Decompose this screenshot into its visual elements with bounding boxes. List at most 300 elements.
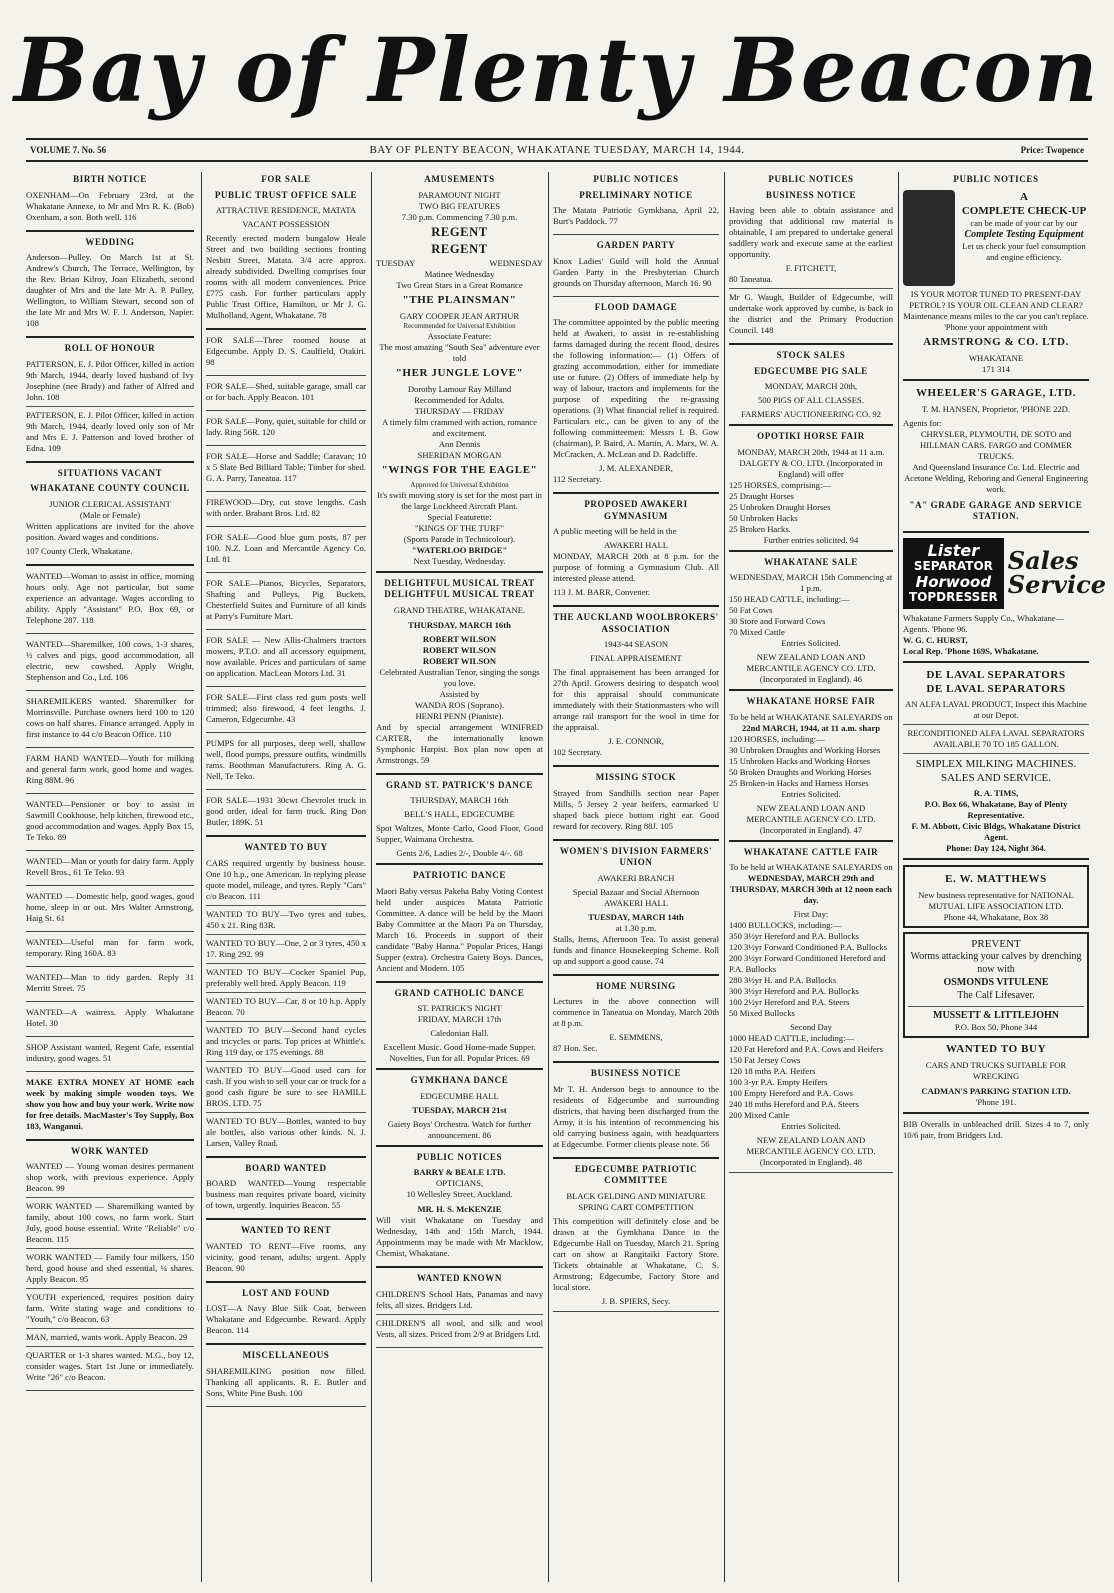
stock-line: 120 18 mths P.A. Heifers — [729, 1066, 816, 1077]
ad-signature: J. M. ALEXANDER, — [599, 463, 673, 474]
home-nursing — [553, 981, 719, 1064]
section-heading: LOST AND FOUND — [242, 1287, 330, 1298]
film-title: "THE PLAINSMAN" — [402, 293, 517, 306]
ad-text: Stalls, Items, Afternoon Tea. To assist general funds and finance Housekeeping Scheme. Roll up and support a good cause. 74 — [553, 933, 719, 966]
ad-heading: GYMKHANA DANCE — [410, 1075, 509, 1086]
notice-text: Anderson—Pulley. On March 1st at St. Andrew's Church, The Terrace, Wellington, by the Rev. Brian Kilroy, Joan Elizabeth, second daughter of Mrs and the late Mr A. P. Pulley, Wellington, to William Stewart, second son of the late Mr and Mrs W. F. J. Anderson, Napier. 108 — [26, 252, 194, 329]
ad-text: WANTED TO RENT—Five rooms, any vicinity, good tenant, adults; urgent. Apply Beacon. 90 — [206, 1240, 366, 1273]
classified-ad — [26, 1077, 194, 1141]
ad-text: FOR SALE—Good blue gum posts, 87 per 100. N.Z. Loan and Mercantile Agency Co. Ltd. 81 — [206, 532, 366, 565]
woolbrokers-notice — [553, 612, 719, 767]
ad-heading: PREVENT — [971, 938, 1021, 951]
ad-text: WANTED TO BUY—Bottles, wanted to buy ale bottles, also various other kinds. N. J. Larsen, Valley Road. — [206, 1115, 366, 1148]
ad-line: ROBERT WILSON — [422, 644, 497, 655]
wedding-notice — [26, 237, 194, 339]
saddlery-notice — [729, 190, 893, 346]
ad-line: A timely film crammed with action, romance and excitement. — [382, 416, 537, 438]
ad-line: Excellent Music. Good Home-made Supper. Novelties, Fun for all. Popular Prices. 69 — [383, 1042, 536, 1064]
stock-line: 30 Unbroken Draughts and Working Horses — [729, 744, 881, 755]
ad-text: Having been able to obtain assistance and providing that additional raw material is obtainable, I am prepared to undertake general saddlery work and execute same at the earliest opportunity. — [729, 205, 893, 260]
notice-text: OXENHAM—On February 23rd, at the Whakatane Annexe, to Mr and Mrs R. K. (Bob) Oxenham, a son. Both well. 116 — [26, 189, 194, 222]
ad-text: Will visit Whakatane on Tuesday and Wednesday, 14th and 15th March, 1944. Appointments may be made with Mr Macklow, Chemist, Whakatane. — [376, 1215, 543, 1259]
classified-ad — [206, 497, 366, 527]
lost-and-found — [206, 1288, 366, 1346]
flood-damage — [553, 302, 719, 495]
opticians-notice — [376, 1152, 543, 1269]
section-heading: BIRTH NOTICE — [73, 174, 147, 184]
ad-signature: F. FITCHETT, — [785, 263, 837, 274]
section-heading: WANTED KNOWN — [417, 1273, 502, 1284]
ad-line: FRIDAY, MARCH 17th — [417, 1014, 502, 1025]
ad-text: FOR SALE—Three roomed house at Edgecumbe. Apply D. S. Caulfield, Otakiri. 98 — [206, 335, 366, 368]
stpatricks-dance-ad — [376, 780, 543, 866]
stock-line: 120 3½yr Forward Conditioned P.A. Bullocks — [729, 942, 888, 953]
ad-heading: EDGECUMBE PIG SALE — [754, 365, 868, 376]
ad-text: IS YOUR MOTOR TUNED TO PRESENT-DAY PETROL? IS YOUR OIL CLEAN AND CLEAR? Maintenance means miles to the car you can't replace. 'Phone your appointment with — [903, 288, 1089, 332]
ad-heading: WHAKATANE SALE — [764, 556, 858, 567]
ad-heading: BUSINESS NOTICE — [590, 1068, 682, 1079]
whakatane-cattle-fair — [729, 847, 893, 1174]
ad-line: Dorothy Lamour Ray Milland — [407, 383, 512, 394]
ad-text: BOARD WANTED—Young respectable business man requires private board, vicinity of town, urgently. Inquiries Beacon. 55 — [206, 1178, 366, 1211]
ad-line: TOPDRESSER — [909, 590, 998, 605]
film-title: "HER JUNGLE LOVE" — [395, 366, 524, 379]
ad-text: Whakatane Farmers Supply Co., Whakatane—Agents. 'Phone 96. — [903, 612, 1065, 634]
ad-heading: E. W. MATTHEWS — [945, 873, 1047, 886]
masthead-title: Bay of Plenty Beacon — [14, 18, 1100, 122]
garden-party — [553, 240, 719, 297]
ad-line: SHERIDAN MORGAN — [417, 449, 502, 460]
dateline: BAY OF PLENTY BEACON, WHAKATANE TUESDAY, MARCH 14, 1944. — [369, 144, 745, 156]
ad-text: Lectures in the above connection will commence in Taneatua on Monday, March 20th at 8 p.m. — [553, 996, 719, 1029]
classified-ad — [26, 753, 194, 794]
wanted-known — [376, 1273, 543, 1348]
ad-subheading: JUNIOR CLERICAL ASSISTANT — [49, 498, 171, 509]
ad-line: FINAL APPRAISEMENT — [590, 653, 682, 664]
ad-text: QUARTER or 1-3 shares wanted. M.G., boy 12, consider wages. Start 1st June or immediately. Write "26" c/o Beacon. — [26, 1350, 194, 1383]
classified-ad — [206, 738, 366, 790]
ad-heading: WHAKATANE CATTLE FAIR — [743, 846, 879, 857]
ad-heading: WHEELER'S GARAGE, LTD. — [915, 386, 1077, 399]
ad-heading: PRELIMINARY NOTICE — [579, 189, 693, 200]
ad-line: TUESDAY, MARCH 21st — [412, 1104, 507, 1115]
ad-line: Approved for Universal Exhibition — [410, 480, 509, 489]
stock-line: 200 3½yr Forward Conditioned Hereford and P.A. Bullocks — [729, 953, 886, 975]
ad-line: NEW ZEALAND LOAN AND MERCANTILE AGENCY CO. LTD. (Incorporated in England). 47 — [746, 802, 876, 835]
ad-text: FOR SALE—First class red gum posts well trimmed; also firewood, 4 feet lengths. J. Cameron, Edgecumbe. 43 — [206, 692, 366, 725]
classified-ad — [26, 856, 194, 886]
ad-text: CARS required urgently by business house. One 10 h.p., one American. In replying please quote model, mileage, and tyres. Reply "Cars" c/o Beacon. 111 — [206, 857, 366, 901]
ad-line: TUESDAY — [376, 257, 416, 268]
ad-heading: GRAND ST. PATRICK'S DANCE — [385, 779, 533, 790]
ad-text: A public meeting will be held in the — [553, 526, 677, 537]
price: Price: Twopence — [1020, 145, 1084, 155]
ad-text: WORK WANTED — Family four milkers, 150 herd, good house and shed essential, ¼ shares. Apply Beacon. 95 — [26, 1252, 194, 1285]
ad-heading: DELIGHTFUL MUSICAL TREAT — [384, 577, 535, 588]
public-trust-sale — [206, 174, 366, 330]
classified-ad — [206, 451, 366, 492]
ad-signature: 87 Hon. Sec. — [553, 1043, 598, 1054]
preliminary-notice — [553, 190, 719, 236]
ad-heading: DE LAVAL SEPARATORS — [926, 683, 1066, 696]
classified-ad — [206, 335, 366, 376]
work-wanted — [26, 1146, 194, 1392]
stock-line: 50 Broken Draughts and Working Horses — [729, 766, 872, 777]
column-rule — [371, 172, 372, 1582]
ad-line: PARAMOUNT NIGHT — [418, 189, 501, 200]
ad-line: GRAND THEATRE, WHAKATANE. — [393, 604, 526, 615]
ad-line: WEDNESDAY, MARCH 29th and THURSDAY, MARCH 30th at 12 noon each day. — [730, 873, 892, 906]
gymnasium-notice — [553, 499, 719, 607]
ad-line: at 1.30 p.m. — [615, 922, 657, 933]
mechanic-illustration — [903, 190, 955, 286]
ad-text: WANTED—Man or youth for dairy farm. Apply Revell Bros., 61 Te Teko. 93 — [26, 855, 194, 877]
ad-text: Recently erected modern bungalow Heale Street and two building sections fronting Nesbitt Street, Matata. 3/4 acre approx. already subdivided. Dwelling comprises four rooms with all modern conveniences. Price £775 cash. For further particulars apply Public Trust Office, Hamilton, or Mr J. G. Mulholland, Agent, Whakatane. 78 — [206, 233, 366, 321]
ad-text: Mr G. Waugh, Builder of Edgecumbe, will undertake work approved by cumbe, is back in the district and the Primary Production Council. 148 — [729, 292, 893, 336]
ad-line: Further entries solicited. 94 — [763, 534, 859, 545]
ad-line: Special Featurette: — [427, 511, 492, 522]
ad-line: HENRI PENN (Pianiste). — [415, 710, 504, 721]
stock-line: 100 3-yr P.A. Empty Heifers — [729, 1077, 828, 1088]
classified-ad — [206, 381, 366, 411]
section-heading: PUBLIC NOTICES — [593, 174, 679, 184]
ad-line: MONDAY, MARCH 20th, 1944 at 11 a.m. — [737, 446, 885, 457]
ad-heading: GARDEN PARTY — [596, 240, 676, 251]
section-heading: PUBLIC NOTICES — [768, 174, 854, 184]
ad-line: CARS AND TRUCKS SUITABLE FOR WRECKING — [925, 1060, 1067, 1082]
ad-line: Two Great Stars in a Great Romance — [396, 279, 523, 290]
section-heading: PUBLIC NOTICES — [416, 1151, 503, 1162]
ad-line: The most amazing "South Sea" adventure ever told — [379, 341, 540, 363]
section-heading: WANTED TO BUY — [244, 842, 328, 853]
ad-text: WANTED TO BUY—Cocker Spaniel Pup, preferably well bred. Apply Beacon. 119 — [206, 966, 366, 988]
ad-line: AN ALFA LAVAL PRODUCT, Inspect this Machine at our Depot. — [905, 699, 1087, 721]
ad-signature: 107 County Clerk, Whakatane. — [26, 545, 133, 556]
ad-text: WANTED—Woman to assist in office, morning hours only. Age not particular, but some experience an advantage. Wages according to ability. Apply "Assistant" P.O. Box 69, or Telephone 287. 118 — [26, 570, 194, 625]
ad-line: Recommended for Adults. — [414, 394, 505, 405]
ad-text: Knox Ladies' Guild will hold the Annual Garden Party in the Presbyterian Church grounds on Thursday afternoon, March 16. 90 — [553, 255, 719, 288]
ad-text: The final appraisement has been arranged for 27th April. Growers desiring to despatch wool for this appraisal should communicate immediately with their Stationmasters who will arrange rail transport for the wool in time for the appraisal. — [553, 667, 719, 733]
ad-line: RECONDITIONED ALFA LAVAL SEPARATORS AVAILABLE 70 TO 185 GALLON. — [907, 728, 1085, 750]
ad-line: SEPARATOR — [913, 559, 993, 574]
ad-text: Strayed from Sandhills section near Paper Mills, 5 Jersey 2 year heifers, earmarked U shaped back piece bottom right ear. Good reward for recovery. Ring 88J. 105 — [553, 787, 719, 831]
ad-line: 1943-44 SEASON — [603, 639, 669, 650]
notice-text: PATTERSON, E. J. Pilot Officer, killed in action 9th March, 1944, dearly loved only son of Mr and Mrs E. J. Patterson and loved brother of Edna. 109 — [26, 409, 194, 453]
ad-text: LOST—A Navy Blue Silk Coat, between Whakatane and Edgecumbe. Reward. Apply Beacon. 114 — [206, 1303, 366, 1336]
stock-line: 25 Draught Horses — [729, 490, 794, 501]
section-heading: ROLL OF HONOUR — [64, 343, 156, 354]
ad-subheading: ATTRACTIVE RESIDENCE, MATATA — [215, 205, 357, 216]
board-wanted — [206, 1163, 366, 1221]
lister-ad — [903, 538, 1106, 663]
miscellaneous — [206, 1350, 366, 1407]
ad-signature: J. E. CONNOR, — [608, 736, 664, 747]
ad-line: BLACK GELDING AND MINIATURE SPRING CART COMPETITION — [566, 1190, 706, 1212]
ad-heading: PROPOSED AWAKERI GYMNASIUM — [584, 499, 688, 521]
ad-text: WANTED—Useful man for farm work, temporary. Ring 160A. 83 — [26, 936, 194, 958]
lister-logo — [903, 538, 1004, 609]
ad-heading: WOMEN'S DIVISION FARMERS' UNION — [559, 845, 713, 868]
ad-line: WEDNESDAY, MARCH 15th Commencing at 1 p.m. — [729, 572, 893, 594]
ad-line: 7.30 p.m. Commencing 7.30 p.m. — [401, 211, 518, 222]
ad-line: "A" GRADE GARAGE AND SERVICE STATION. — [909, 499, 1083, 522]
ad-text: WANTED — Young woman desires permanent shop work, with previous experience. Apply Beacon. 99 — [26, 1161, 194, 1194]
wanted-to-rent — [206, 1225, 366, 1283]
classified-ad — [206, 795, 366, 837]
classified-ad — [26, 891, 194, 932]
ad-line: BARRY & BEALE LTD. — [413, 1167, 506, 1178]
ad-text: WANTED — Domestic help, good wages, good home, sleep in or out. Mrs Walter Armstrong, Haig St. 61 — [26, 890, 194, 923]
column-rule — [898, 172, 899, 1582]
ad-line: Entries Solicited. — [781, 788, 841, 799]
ad-line: Ann Dennis — [438, 438, 481, 449]
ad-line: Let us check your fuel consumption and engine efficiency. — [962, 241, 1086, 263]
section-heading: MISCELLANEOUS — [242, 1350, 330, 1361]
ad-line: ROBERT WILSON — [422, 655, 497, 666]
ad-line: EDGECUMBE HALL — [420, 1090, 499, 1101]
ad-line: ST. PATRICK'S NIGHT — [417, 1003, 502, 1014]
classified-ad — [26, 1007, 194, 1037]
ad-line: SIMPLEX MILKING MACHINES. SALES AND SERVICE. — [915, 758, 1077, 785]
ad-text: This competition will definitely close and be drawn at the Gymkhana Dance in the Edgecumbe Hall on Tuesday, March 21. Spring cart on show at Rangitaiki Factory Store. Tickets obtainable at Whakatane, C. S. Armstrong; Edgecumbe, Factory Store and local store. — [553, 1215, 719, 1292]
ad-text: WANTED—Man to tidy garden. Reply 31 Merritt Street. 75 — [26, 971, 194, 993]
ad-text: WANTED—Pensioner or boy to assist in Sawmill Cookhouse, help kitchen, firewood etc., good accommodation and wages. Apply Box 15, Te Teko. 89 — [26, 798, 194, 842]
ad-heading: ARMSTRONG & CO. LTD. — [923, 335, 1069, 348]
patriotic-dance-ad — [376, 870, 543, 983]
ad-line: MR. H. S. McKENZIE — [417, 1204, 502, 1215]
ad-heading: GRAND CATHOLIC DANCE — [394, 987, 525, 998]
ad-line: T. M. HANSEN, Proprietor, 'PHONE 22D. — [921, 403, 1071, 414]
ad-text: The committee appointed by the public meeting held at Awakeri, to assist in re-establishing farms damaged during the recent flood, desires the following information:— (1) Offers of grazing accommodation, either for immediate use or future. (2) Offers of immediate help by way of labour, tractors and implements for the purpose of expediting the re-grassing operations. (3) What financial relief is required. Particulars etc., can be given to any of the following committeemen: Messrs I. B. Gow (chairman), P. Baird, A. Martin, A. Marx, W. A. McCracken, A. McLean and D. Radcliffe. — [553, 317, 719, 460]
ad-line: To be held at WHAKATANE SALEYARDS on — [729, 862, 893, 873]
stock-line: 280 3½yr H. and P.A. Bullocks — [729, 975, 837, 986]
ad-heading: MISSING STOCK — [595, 772, 677, 783]
ad-line: Local Rep. 'Phone 169S, Whakatane. — [903, 645, 1039, 656]
ad-line: F. M. Abbott, Civic Bldgs, Whakatane District Agent. — [911, 821, 1081, 843]
ad-line: "KINGS OF THE TURF" — [414, 522, 505, 533]
ad-text: WANTED TO BUY—One, 2 or 3 tyres, 450 x 17. Ring 292. 99 — [206, 937, 366, 959]
column-rule — [724, 172, 725, 1582]
ad-line: can be made of your car by our — [970, 217, 1078, 228]
ad-line: The Calf Lifesaver. — [957, 989, 1035, 1001]
ad-line: A — [1020, 190, 1028, 203]
section-heading: FOR SALE — [261, 174, 311, 184]
ad-heading: EDGECUMBE PATRIOTIC COMMITTEE — [574, 1163, 698, 1186]
ad-line: Assisted by — [439, 688, 480, 699]
ad-heading: DELIGHTFUL MUSICAL TREAT — [384, 589, 535, 600]
edgecumbe-patriotic — [553, 1164, 719, 1312]
ad-text: CHILDREN'S all wool, and silk and wool Vests, all sizes. Priced from 2/9 at Bridgers Ltd. — [376, 1317, 543, 1339]
ad-heading: PATRIOTIC DANCE — [413, 870, 506, 881]
ad-line: 22nd MARCH, 1944, at 11 a.m. sharp — [742, 722, 880, 733]
ad-text: WANTED TO BUY—Car, 8 or 10 h.p. Apply Beacon. 70 — [206, 995, 366, 1017]
ad-line: Caledonian Hall. — [430, 1028, 489, 1039]
classified-ad — [26, 937, 194, 967]
stock-line: 1400 BULLOCKS, including:— — [729, 920, 842, 931]
ad-line: Agents for: — [903, 417, 942, 428]
stock-line: 200 Mixed Cattle — [729, 1110, 790, 1121]
ad-line: And by special arrangement WINIFRED CARTER, the internationally known Symphonic Harpist. Box plan now open at Armstrongs. 59 — [376, 721, 543, 765]
ad-text: WANTED—Sharemilker, 100 cows, 1-3 shares, ½ calves and pigs, good accommodation, all electric, new cowshed. Apply Wright, Stephenson and Co., Ltd. 106 — [26, 638, 194, 682]
issue-header — [26, 138, 1088, 162]
ad-heading: WHAKATANE HORSE FAIR — [746, 696, 876, 707]
ad-heading: HOME NURSING — [596, 980, 676, 991]
ad-text: WANTED—A waitress. Apply Whakatane Hotel. 30 — [26, 1006, 194, 1028]
stock-line: 25 Broken Hacks. — [729, 523, 791, 534]
ad-line: Lister — [927, 540, 980, 560]
whakatane-sale — [729, 557, 893, 692]
ad-line: THURSDAY — FRIDAY — [414, 405, 505, 416]
ad-text: MAN, married, wants work. Apply Beacon. 29 — [26, 1332, 188, 1343]
classified-ad — [206, 635, 366, 687]
stock-line: 50 Unbroken Hacks — [729, 512, 798, 523]
classified-ad — [26, 696, 194, 748]
ad-line: MONDAY, MARCH 20th, — [764, 381, 858, 392]
gymkhana-dance-ad — [376, 1075, 543, 1147]
ad-line: W. G. C. HURST, — [903, 634, 968, 645]
stock-line: 240 18 mths Hereford and P.A. Steers — [729, 1099, 859, 1110]
cadmans-ad — [903, 1042, 1089, 1114]
ad-text: FARM HAND WANTED—Youth for milking and general farm work, good home and wages. Ring 88M. 96 — [26, 752, 194, 785]
ad-text: CHILDREN'S School Hats, Panamas and navy felts, all sizes. Bridgers Ltd. — [376, 1288, 543, 1310]
section-heading: STOCK SALES — [776, 350, 846, 361]
ad-line: OSMONDS VITULENE — [943, 977, 1049, 988]
ad-text: WANTED TO BUY—Good used cars for cash. If you wish to sell your car or truck for a good cash figure be sure to see HAMILL BROS. LTD. 75 — [206, 1064, 366, 1108]
classified-ad — [206, 692, 366, 733]
ad-line: 500 PIGS OF ALL CLASSES. — [758, 395, 864, 406]
wanted-to-buy — [206, 842, 366, 1158]
volume-number: VOLUME 7. No. 56 — [30, 145, 107, 155]
classified-ad — [26, 1042, 194, 1072]
ad-line: OPTICIANS, — [435, 1178, 484, 1189]
catholic-dance-ad — [376, 988, 543, 1071]
ad-line: MUSSETT & LITTLEJOHN — [933, 1009, 1059, 1021]
stock-line: 150 HEAD CATTLE, including:— — [729, 594, 850, 605]
column-2 — [206, 172, 366, 1582]
ad-line: Second Day — [790, 1022, 832, 1033]
ad-heading: COMPLETE CHECK-UP — [961, 204, 1087, 217]
ad-line: Associate Feature: — [427, 330, 492, 341]
ad-line: P.O. Box 50, Phone 344 — [954, 1022, 1038, 1033]
ad-line: GARY COOPER JEAN ARTHUR — [399, 310, 520, 321]
section-heading: AMUSEMENTS — [424, 174, 495, 184]
ad-text: YOUTH experienced, requires position dairy farm. Write stating wage and conditions to "Youth," c/o Beacon. 63 — [26, 1292, 194, 1325]
stock-line: 100 Empty Hereford and P.A. Cows — [729, 1088, 853, 1099]
ad-text: The Matata Patriotic Gymkhana, April 22, Burt's Paddock. 77 — [553, 205, 719, 227]
ad-heading: PUBLIC TRUST OFFICE SALE — [214, 189, 358, 200]
ad-line: WANDA ROS (Soprano). — [414, 699, 505, 710]
ad-line: Entries Solicited. — [781, 638, 841, 649]
ad-line: Worms attacking your calves by drenching now with — [910, 951, 1082, 976]
stock-line: 50 Fat Cows — [729, 605, 773, 616]
ad-line: Phone 44, Whakatane, Box 38 — [943, 912, 1049, 923]
stock-line: 300 3½yr Hereford and P.A. Bullocks — [729, 986, 859, 997]
ad-text: FOR SALE—1931 30cwt Chevrolet truck in good order, ideal for farm truck. Ring Don Butler, 189K. 51 — [206, 795, 366, 828]
ad-line: Celebrated Australian Tenor, singing the songs you love. — [379, 666, 540, 688]
ad-line: BELL'S HALL, EDGECUMBE — [404, 809, 515, 820]
ad-line: Gaiety Boys' Orchestra. Watch for further announcement. 86 — [387, 1118, 532, 1140]
ad-text: SHAREMILKING position now filled. Thanking all applicants. R. E. Butler and Sons, White Pine Bush. 100 — [206, 1365, 366, 1398]
ad-line: Entries Solicited. — [781, 1121, 841, 1132]
ad-heading: WANTED TO BUY — [945, 1043, 1047, 1056]
ad-line: New business representative for NATIONAL MUTUAL LIFE ASSOCIATION LTD. — [918, 890, 1074, 912]
ad-text: Written applications are invited for the above position. Award wages and conditions. — [26, 520, 194, 542]
ad-text: WANTED TO BUY—Two tyres and tubes, 450 x 21. Ring 83R. — [206, 908, 366, 930]
column-rule — [548, 172, 549, 1582]
ad-line: Service — [1007, 570, 1106, 600]
ad-line: First Day: — [793, 909, 829, 920]
classified-ad — [26, 639, 194, 691]
ad-text: Maori Baby versus Pakeha Baby Voting Contest held under auspices Matata Patriotic Committee. A dance will be held by the Maori Baby Committee at the Maori Pa on Thursday, March 16. Proceeds in support of their candidate "Baby Hanna." Popular Prices, Hangi Supper (extra). Orchestra Gaiety Boys. Dances, Ancient and Modern. 105 — [376, 885, 543, 973]
ad-line: Spot Waltzes, Monte Carlo, Good Floor, Good Supper, Waimana Orchestra. — [376, 823, 543, 845]
ad-heading: OPOTIKI HORSE FAIR — [757, 431, 865, 442]
roll-of-honour — [26, 343, 194, 463]
stock-line: 25 Broken-in Hacks and Harness Horses — [729, 777, 869, 788]
sales-service — [1007, 546, 1106, 600]
ad-line: (Sports Parade in Technicolour). — [403, 533, 516, 544]
ad-text: BIB Overalls in unbleached drill. Sizes 4 to 7, only 10/6 pair, from Bridgers Ltd. — [903, 1119, 1089, 1141]
column-3 — [376, 172, 543, 1582]
ad-line: Horwood — [915, 572, 992, 591]
ad-line: P.O. Box 66, Whakatane, Bay of Plenty Representative. — [924, 799, 1068, 821]
stock-line: 120 HORSES, including:— — [729, 733, 825, 744]
matthews-ad — [903, 865, 1089, 928]
stock-line: 70 Mixed Cattle — [729, 627, 785, 638]
ad-subheading: (Male or Female) — [79, 509, 141, 520]
ad-text: FOR SALE—Horse and Saddle; Caravan; 10 x 5 Slate Bed Billiard Table; Timber for shed. G. A. Parry, Taneatua. 117 — [206, 451, 366, 484]
ad-line: CHRYSLER, PLYMOUTH, DE SOTO and HILLMAN CARS. FARGO and COMMER TRUCKS. — [920, 428, 1072, 461]
stock-line: 125 HORSES, comprising:— — [729, 479, 831, 490]
armstrong-ad — [903, 190, 1089, 381]
ad-text: WANTED TO BUY—Second hand cycles and tricycles or parts. Top prices at Whittle's. Ring 119 day, or 175 evenings. 88 — [206, 1024, 366, 1057]
ad-heading: FLOOD DAMAGE — [594, 301, 678, 312]
ad-line: Complete Testing Equipment — [964, 228, 1084, 240]
ad-signature: 112 Secretary. — [553, 474, 602, 485]
ad-line: 'Phone 191. — [975, 1097, 1017, 1108]
ad-text: MONDAY, MARCH 20th at 8 p.m. for the purpose of forming a Gymnasium Club. All interested please attend. — [553, 551, 719, 584]
opotiki-horse-fair — [729, 431, 893, 552]
ad-line: AWAKERI BRANCH — [597, 872, 675, 883]
stock-line: 15 Unbroken Hacks and Working Horses — [729, 755, 871, 766]
ad-text: Mr T. H. Anderson begs to announce to the residents of Edgecumbe and surrounding districts, that having been discharged from the Army, it is his intention of recommencing his old carrying business again, with headquarters at Edgecumbe. Former clients please note. 56 — [553, 1083, 719, 1149]
ad-line: DALGETY & CO. LTD. (Incorporated in England) will offer — [739, 457, 883, 479]
ad-text: SHOP Assistant wanted, Regent Cafe, essential industry, good wages. 51 — [26, 1041, 194, 1063]
ad-text: FOR SALE — New Allis-Chalmers tractors mowers, P.T.O. and all accessory equipment, now available. Prices and particulars of same on application. MacLean Motors Ltd. 31 — [206, 635, 366, 679]
ad-line: To be held at WHAKATANE SALEYARDS on — [729, 711, 893, 722]
ad-text: MAKE EXTRA MONEY AT HOME each week by making simple wooden toys. We show you how and buy your work. Write now for free details. MacMaster's Toy Supply, Box 183, Wanganui. — [26, 1076, 194, 1131]
ad-line: It's swift moving story is set for the most part in the large Lockheed Aircraft Plant. — [377, 489, 542, 511]
ad-line: WEDNESDAY — [489, 257, 543, 268]
column-1 — [26, 172, 194, 1582]
de-laval-ad — [903, 668, 1089, 860]
ad-heading: THE AUCKLAND WOOLBROKERS' ASSOCIATION — [553, 612, 719, 634]
ad-line: NEW ZEALAND LOAN AND MERCANTILE AGENCY CO. LTD. (Incorporated in England). 46 — [746, 652, 876, 685]
ad-line: THURSDAY, MARCH 16th — [408, 619, 511, 630]
section-heading: WANTED TO RENT — [240, 1225, 332, 1236]
ad-line: CADMAN'S PARKING STATION LTD. — [921, 1086, 1071, 1097]
concert-ad — [376, 578, 543, 775]
ad-line: ROBERT WILSON — [422, 633, 497, 644]
ad-signature: 80 Taneatua. — [729, 274, 773, 285]
stock-line: 1000 HEAD CATTLE, including:— — [729, 1033, 855, 1044]
birth-notice — [26, 174, 194, 232]
film-title: "WINGS FOR THE EAGLE" — [381, 463, 538, 476]
section-heading: BOARD WANTED — [245, 1162, 327, 1173]
classified-ad — [26, 972, 194, 1002]
ad-line: NEW ZEALAND LOAN AND MERCANTILE AGENCY CO. LTD. (Incorporated in England). 48 — [746, 1135, 876, 1168]
wdfu-notice — [553, 846, 719, 976]
regent-theatre-ad — [376, 174, 543, 573]
